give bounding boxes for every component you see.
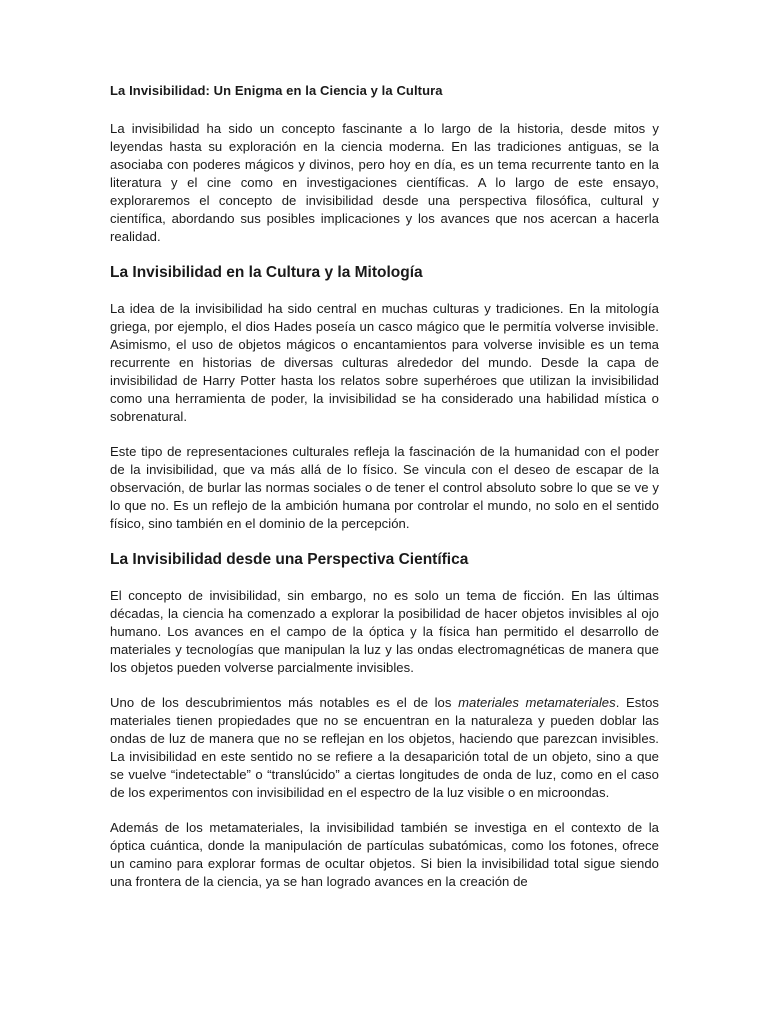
science-paragraph-2-rest: . Estos materiales tienen propiedades que no se encuentran en la naturaleza y pueden doblar las ondas de luz de manera que no se reflejan en los objetos, haciendo que parezcan invisibles. La invisibilidad en este sentido no se refiere a la desaparición total de un objeto, sino a que se vuelve “indetectable” o “translúcido” a ciertas longitudes de onda de luz, como en el caso de los experimentos con invisibilidad en el espectro de la luz visible o en microondas. [110,695,660,800]
intro-paragraph: La invisibilidad ha sido un concepto fascinante a lo largo de la historia, desde mitos y leyendas hasta su exploración en la ciencia moderna. En las tradiciones antiguas, se la asociaba con poderes mágicos y divinos, pero hoy en día, es un tema recurrente tanto en la literatura y el cine como en investigaciones científicas. A lo largo de este ensayo, exploraremos el concepto de invisibilidad desde una perspectiva filosófica, cultural y científica, abordando sus posibles implicaciones y los avances que nos acercan a hacerla realidad. [110,121,659,244]
science-paragraph-3: Además de los metamateriales, la invisibilidad también se investiga en el contexto de la óptica cuántica, donde la manipulación de partículas subatómicas, como los fotones, ofrece un camino para explorar formas de ocultar objetos. Si bien la invisibilidad total sigue siendo una frontera de la ciencia, ya se han logrado avances en la creación de [110,820,659,889]
science-paragraph-2-lead: Uno de los descubrimientos más notables es el de los [110,695,459,710]
metamaterials-term: materiales metamateriales [458,695,616,710]
document-title: La Invisibilidad: Un Enigma en la Ciencia y la Cultura [110,83,443,98]
document-body [110,82,659,908]
section-heading-culture: La Invisibilidad en la Cultura y la Mitología [110,264,423,281]
section-heading-science: La Invisibilidad desde una Perspectiva Científica [110,551,469,568]
culture-paragraph-1: La idea de la invisibilidad ha sido central en muchas culturas y tradiciones. En la mitología griega, por ejemplo, el dios Hades poseía un casco mágico que le permitía volverse invisible. Asimismo, el uso de objetos mágicos o encantamientos para volverse invisible es un tema recurrente en historias de diversas culturas alrededor del mundo. Desde la capa de invisibilidad de Harry Potter hasta los relatos sobre superhéroes que utilizan la invisibilidad como una herramienta de poder, la invisibilidad se ha considerado una habilidad mística o sobrenatural. [110,301,659,424]
science-paragraph-2 [110,694,659,802]
culture-paragraph-2: Este tipo de representaciones culturales refleja la fascinación de la humanidad con el poder de la invisibilidad, que va más allá de lo físico. Se vincula con el deseo de escapar de la observación, de burlar las normas sociales o de tener el control absoluto sobre lo que se ve y lo que no. Es un reflejo de la ambición humana por controlar el mundo, no solo en el sentido físico, sino también en el dominio de la percepción. [110,444,659,531]
science-paragraph-1: El concepto de invisibilidad, sin embargo, no es solo un tema de ficción. En las últimas décadas, la ciencia ha comenzado a explorar la posibilidad de hacer objetos invisibles al ojo humano. Los avances en el campo de la óptica y la física han permitido el desarrollo de materiales y tecnologías que manipulan la luz y las ondas electromagnéticas de manera que los objetos pueden volverse parcialmente invisibles. [110,588,659,675]
